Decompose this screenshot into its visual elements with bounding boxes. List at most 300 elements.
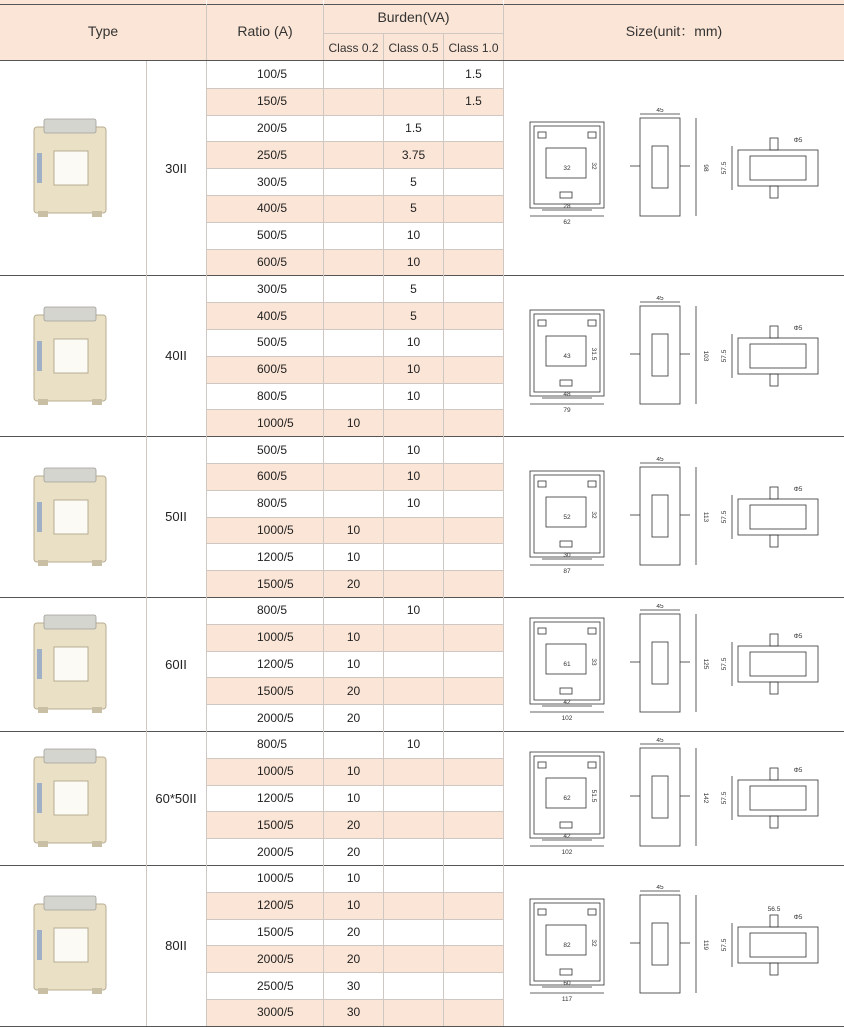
- group-rule: [0, 436, 844, 437]
- class-0-2-cell: 20: [346, 710, 361, 725]
- ct-nameplate: [37, 649, 42, 679]
- hole-dim: Φ5: [793, 485, 803, 493]
- window-dim: 82: [563, 942, 571, 950]
- class-0-5-cell: [384, 704, 443, 731]
- side-outline: [640, 118, 680, 216]
- product-photo: [20, 113, 120, 223]
- class-1-0-cell: [444, 436, 503, 463]
- terminal: [538, 628, 546, 634]
- class-0-2-cell: 10: [324, 892, 383, 919]
- class-1-0-cell: [444, 168, 503, 195]
- ratio-cell: 1500/5: [207, 570, 323, 597]
- class-0-2-cell: 20: [324, 570, 383, 597]
- column-divider: [383, 61, 384, 1026]
- row-rule: [207, 88, 503, 89]
- height-dim: 125: [702, 658, 709, 670]
- class-1-0-cell: [444, 517, 503, 544]
- ratio-cell: 3000/5: [207, 999, 323, 1026]
- class-0-5-cell: 10: [384, 463, 443, 490]
- ratio-cell: 2500/5: [257, 978, 294, 993]
- drawing-group: [530, 610, 818, 712]
- row-rule: [207, 222, 503, 223]
- hole-dim: Φ5: [793, 633, 803, 640]
- row-rule: [207, 919, 503, 920]
- class-1-0-cell: [444, 249, 503, 276]
- top-inner: [750, 786, 806, 810]
- side-window: [652, 334, 668, 376]
- class-1-0-cell: [444, 570, 503, 597]
- class-0-2-cell: 10: [324, 758, 383, 785]
- class-0-2-cell: 10: [346, 871, 361, 886]
- height-dim: 142: [702, 792, 709, 804]
- row-rule: [207, 249, 503, 250]
- ct-window: [54, 339, 88, 373]
- window-dim: 62: [563, 795, 571, 802]
- ratio-cell: 1000/5: [207, 517, 323, 544]
- ratio-cell: 600/5: [207, 463, 323, 490]
- class-0-5-cell: [384, 919, 443, 946]
- ratio-cell: 100/5: [257, 67, 288, 82]
- top-rule: [0, 4, 844, 5]
- window-dim: 32: [563, 165, 571, 173]
- class-0-5-cell: [384, 409, 443, 436]
- model-label: 60II: [165, 656, 187, 672]
- inner-dim: 42: [563, 699, 571, 706]
- header-divider: [206, 4, 207, 60]
- class-0-2-cell: [324, 436, 383, 463]
- class-1-0-cell: [444, 356, 503, 383]
- top-inner: [750, 652, 806, 676]
- class-1-0-cell: [444, 811, 503, 838]
- row-rule: [207, 115, 503, 116]
- class-0-5-cell: [384, 758, 443, 785]
- ratio-cell: 300/5: [257, 281, 288, 296]
- class-0-5-cell: [384, 945, 443, 972]
- row-rule: [207, 704, 503, 705]
- top-tab: [770, 915, 778, 927]
- drawing-group: [530, 302, 818, 404]
- class-0-2-cell: [324, 168, 383, 195]
- terminal: [560, 822, 572, 828]
- ct-foot: [92, 399, 102, 405]
- ct-nameplate: [37, 341, 42, 371]
- class-1-0-cell: [444, 463, 503, 490]
- window-dim: 52: [563, 513, 571, 521]
- ct-window: [54, 781, 88, 815]
- class-0-2-cell: [324, 329, 383, 356]
- front-window: [546, 644, 586, 674]
- mount-dim: 57.5: [721, 791, 728, 805]
- ratio-cell: 1500/5: [207, 811, 323, 838]
- top-tab: [770, 326, 778, 338]
- ct-window: [54, 647, 88, 681]
- class-1-0-cell: [444, 892, 503, 919]
- class-1-0-cell: [444, 115, 503, 142]
- class-0-5-cell: 1.5: [405, 120, 422, 135]
- side-outline: [640, 895, 680, 993]
- class-1-0-cell: [444, 409, 503, 436]
- class-0-2-cell: [324, 141, 383, 168]
- front-window: [546, 497, 586, 527]
- class-0-5-cell: 10: [406, 442, 421, 457]
- row-rule: [207, 302, 503, 303]
- class-0-2-cell: 20: [324, 677, 383, 704]
- depth-dim: 45: [656, 295, 664, 302]
- mount-dim: 57.5: [721, 657, 728, 671]
- class-0-5-cell: 10: [406, 737, 421, 752]
- ratio-cell: 150/5: [207, 88, 323, 115]
- side-outline: [640, 306, 680, 404]
- class-0-2-cell: 20: [346, 844, 361, 859]
- size-drawing: [512, 738, 832, 858]
- class-0-5-cell: [384, 61, 443, 88]
- model-label: 30II: [165, 160, 187, 176]
- top-tab: [770, 963, 778, 975]
- terminal: [560, 380, 572, 386]
- class-0-2-cell: 10: [346, 790, 361, 805]
- model-label: 40II: [165, 348, 187, 364]
- class-0-5-cell: 10: [384, 356, 443, 383]
- ct-photo: [20, 743, 120, 853]
- class-0-2-cell: [324, 302, 383, 329]
- ct-foot: [38, 707, 48, 713]
- side-outline: [640, 614, 680, 712]
- column-divider: [146, 61, 147, 1026]
- depth-dim: 45: [656, 456, 664, 463]
- ct-foot: [38, 560, 48, 566]
- terminal: [538, 320, 546, 326]
- inner-dim: 60: [563, 980, 571, 988]
- top-inner: [750, 344, 806, 368]
- row-rule: [207, 329, 503, 330]
- window2-dim: 31.5: [590, 347, 597, 361]
- ct-terminal-block: [44, 119, 96, 133]
- ratio-cell: 1000/5: [207, 409, 323, 436]
- inner-dim: 42: [563, 833, 571, 840]
- drawing-group: [530, 744, 818, 846]
- inner-dim: 30: [563, 551, 571, 559]
- top-tab: [770, 138, 778, 150]
- class-1-0-cell: [444, 141, 503, 168]
- class-0-2-cell: [324, 383, 383, 410]
- class-0-2-cell: 30: [346, 978, 361, 993]
- class-0-5-cell: [384, 543, 443, 570]
- row-rule: [207, 999, 503, 1000]
- row-rule: [207, 651, 503, 652]
- ratio-cell: 1200/5: [257, 790, 294, 805]
- row-rule: [207, 838, 503, 839]
- depth-dim: 45: [656, 885, 664, 892]
- class-1-0-cell: [444, 704, 503, 731]
- height-dim: 103: [702, 350, 709, 362]
- class-1-0-cell: [444, 865, 503, 892]
- drawing-group: [530, 114, 818, 216]
- class-0-5-cell: [384, 811, 443, 838]
- group-rule: [0, 731, 844, 732]
- window2-dim: 32: [590, 510, 597, 519]
- class-0-5-cell: [384, 892, 443, 919]
- size-drawing: [512, 108, 832, 228]
- side-window: [652, 146, 668, 188]
- ct-terminal-block: [44, 749, 96, 763]
- ratio-cell: 1000/5: [257, 871, 294, 886]
- column-divider: [503, 61, 504, 1026]
- ct-photo: [20, 462, 120, 572]
- top-tab: [770, 487, 778, 499]
- ct-terminal-block: [44, 615, 96, 629]
- row-rule: [207, 892, 503, 893]
- size-drawing: [512, 296, 832, 416]
- size-drawing: [512, 457, 832, 577]
- row-rule: [207, 945, 503, 946]
- ratio-cell: 800/5: [257, 603, 288, 618]
- terminal: [588, 762, 596, 768]
- class-0-5-cell: [384, 785, 443, 812]
- column-divider: [323, 61, 324, 1026]
- size-drawing: [512, 885, 832, 1005]
- class-1-0-cell: [444, 383, 503, 410]
- size-drawing: [512, 604, 832, 724]
- header-type: Type: [0, 0, 206, 61]
- row-rule: [207, 141, 503, 142]
- class-0-5-cell: 10: [406, 388, 421, 403]
- ratio-cell: 300/5: [257, 174, 288, 189]
- row-rule: [207, 811, 503, 812]
- ratio-cell: 1500/5: [257, 924, 294, 939]
- column-divider: [206, 61, 207, 1026]
- width-dim: 102: [561, 715, 573, 722]
- class-1-0-cell: [444, 972, 503, 999]
- ct-window: [54, 928, 88, 962]
- class-0-2-cell: 10: [324, 409, 383, 436]
- header-divider: [323, 4, 324, 60]
- ratio-cell: 1000/5: [207, 758, 323, 785]
- terminal: [538, 132, 546, 138]
- dimension-drawing: [512, 457, 832, 577]
- class-0-2-cell: 20: [346, 924, 361, 939]
- height-dim: 98: [702, 164, 709, 172]
- class-0-5-cell: [384, 88, 443, 115]
- ct-terminal-block: [44, 896, 96, 910]
- row-rule: [207, 972, 503, 973]
- top-tab: [770, 374, 778, 386]
- ratio-cell: 400/5: [207, 195, 323, 222]
- window2-dim: 51.5: [590, 789, 597, 803]
- ratio-cell: 800/5: [257, 496, 288, 511]
- class-0-5-cell: 5: [410, 281, 417, 296]
- ct-foot: [92, 707, 102, 713]
- class-0-5-cell: 10: [406, 603, 421, 618]
- ct-foot: [38, 211, 48, 217]
- class-0-5-cell: 3.75: [384, 141, 443, 168]
- ratio-cell: 800/5: [257, 737, 288, 752]
- header-size: Size(unit：mm): [504, 0, 844, 61]
- group-rule: [0, 597, 844, 598]
- class-0-2-cell: 20: [324, 945, 383, 972]
- top-inner: [750, 933, 806, 957]
- class-0-2-cell: [324, 356, 383, 383]
- class-0-2-cell: [324, 222, 383, 249]
- row-rule: [207, 570, 503, 571]
- class-0-2-cell: [324, 597, 383, 624]
- dimension-drawing: [512, 296, 832, 416]
- class-0-2-cell: 20: [324, 811, 383, 838]
- window2-dim: 32: [590, 162, 597, 170]
- class-0-5-cell: [384, 517, 443, 544]
- top-tab: [770, 186, 778, 198]
- class-1-0-cell: 1.5: [444, 88, 503, 115]
- class-0-2-cell: 10: [346, 656, 361, 671]
- mount-dim: 57.5: [721, 161, 728, 175]
- terminal: [588, 628, 596, 634]
- header-divider: [443, 34, 444, 60]
- ct-window: [54, 151, 88, 185]
- row-rule: [207, 543, 503, 544]
- ratio-cell: 400/5: [207, 302, 323, 329]
- header-rule: [0, 60, 844, 61]
- ct-photo: [20, 301, 120, 411]
- hole-dim: Φ5: [793, 324, 803, 332]
- row-rule: [207, 409, 503, 410]
- width-dim: 79: [563, 406, 571, 414]
- row-rule: [207, 624, 503, 625]
- depth-dim: 45: [656, 108, 664, 115]
- ratio-cell: 600/5: [207, 249, 323, 276]
- side-window: [652, 642, 668, 684]
- top-tab: [770, 634, 778, 646]
- row-rule: [207, 490, 503, 491]
- row-rule: [207, 356, 503, 357]
- window-dim: 61: [563, 661, 571, 668]
- class-1-0-cell: [444, 543, 503, 570]
- model-label: 80II: [165, 937, 187, 953]
- window2-dim: 33: [590, 658, 597, 666]
- header-burden: Burden(VA): [324, 0, 503, 33]
- class-1-0-cell: [444, 329, 503, 356]
- class-0-5-cell: 5: [384, 195, 443, 222]
- class-0-5-cell: 5: [410, 174, 417, 189]
- height-dim: 119: [702, 940, 709, 951]
- class-1-0-cell: [444, 731, 503, 758]
- top-inner: [750, 156, 806, 180]
- ct-photo: [20, 113, 120, 223]
- class-1-0-cell: [444, 677, 503, 704]
- height-dim: 113: [702, 511, 709, 522]
- spacing-dim: 56.5: [767, 906, 781, 914]
- product-photo: [20, 609, 120, 719]
- column-divider: [443, 61, 444, 1026]
- class-1-0-cell: [444, 785, 503, 812]
- class-0-5-cell: 10: [406, 228, 421, 243]
- row-rule: [207, 195, 503, 196]
- window2-dim: 32: [590, 939, 597, 948]
- ratio-cell: 500/5: [257, 228, 288, 243]
- ratio-cell: 2000/5: [207, 945, 323, 972]
- class-0-2-cell: 10: [324, 517, 383, 544]
- ratio-cell: 2000/5: [257, 710, 294, 725]
- terminal: [588, 320, 596, 326]
- class-0-2-cell: 10: [346, 549, 361, 564]
- ratio-cell: 500/5: [257, 442, 288, 457]
- class-0-5-cell: 10: [384, 249, 443, 276]
- header-class-0-2: Class 0.2: [324, 34, 383, 61]
- row-rule: [207, 168, 503, 169]
- ratio-cell: 1000/5: [207, 624, 323, 651]
- class-0-5-cell: 10: [406, 496, 421, 511]
- class-0-2-cell: [324, 490, 383, 517]
- dimension-drawing: [512, 604, 832, 724]
- class-0-2-cell: 30: [324, 999, 383, 1026]
- class-1-0-cell: 1.5: [465, 67, 482, 82]
- class-0-2-cell: [324, 88, 383, 115]
- class-1-0-cell: [444, 758, 503, 785]
- ct-nameplate: [37, 930, 42, 960]
- ct-nameplate: [37, 153, 42, 183]
- class-1-0-cell: [444, 838, 503, 865]
- terminal: [560, 192, 572, 198]
- ct-photo: [20, 890, 120, 1000]
- group-rule: [0, 865, 844, 866]
- terminal: [588, 132, 596, 138]
- class-0-5-cell: [384, 865, 443, 892]
- drawing-group: [530, 463, 818, 565]
- class-1-0-cell: [444, 651, 503, 678]
- class-1-0-cell: [444, 222, 503, 249]
- class-0-5-cell: [384, 972, 443, 999]
- depth-dim: 45: [656, 738, 664, 744]
- dimension-drawing: [512, 738, 832, 858]
- hole-dim: Φ5: [793, 137, 803, 145]
- ct-foot: [38, 841, 48, 847]
- class-1-0-cell: [444, 624, 503, 651]
- header-class-0-5: Class 0.5: [384, 34, 443, 61]
- ct-foot: [92, 560, 102, 566]
- ct-photo: [20, 609, 120, 719]
- row-rule: [207, 517, 503, 518]
- top-inner: [750, 505, 806, 529]
- class-1-0-cell: [444, 275, 503, 302]
- row-rule: [207, 463, 503, 464]
- top-tab: [770, 816, 778, 828]
- ct-foot: [92, 988, 102, 994]
- front-window: [546, 148, 586, 178]
- mount-dim: 57.5: [721, 349, 728, 363]
- class-0-5-cell: [384, 624, 443, 651]
- row-rule: [207, 677, 503, 678]
- class-0-5-cell: [384, 570, 443, 597]
- ratio-cell: 250/5: [207, 141, 323, 168]
- class-0-2-cell: 10: [324, 624, 383, 651]
- class-1-0-cell: [444, 999, 503, 1026]
- top-tab: [770, 768, 778, 780]
- terminal: [560, 969, 572, 975]
- ratio-cell: 500/5: [257, 335, 288, 350]
- top-tab: [770, 682, 778, 694]
- ratio-cell: 1500/5: [207, 677, 323, 704]
- class-0-5-cell: [384, 999, 443, 1026]
- product-photo: [20, 890, 120, 1000]
- inner-dim: 48: [563, 390, 571, 398]
- class-0-2-cell: [324, 115, 383, 142]
- side-outline: [640, 748, 680, 846]
- header-divider: [503, 4, 504, 60]
- class-1-0-cell: [444, 919, 503, 946]
- row-rule: [207, 383, 503, 384]
- terminal: [560, 541, 572, 547]
- mount-dim: 57.5: [721, 939, 728, 952]
- class-1-0-cell: [444, 945, 503, 972]
- class-0-5-cell: 10: [406, 335, 421, 350]
